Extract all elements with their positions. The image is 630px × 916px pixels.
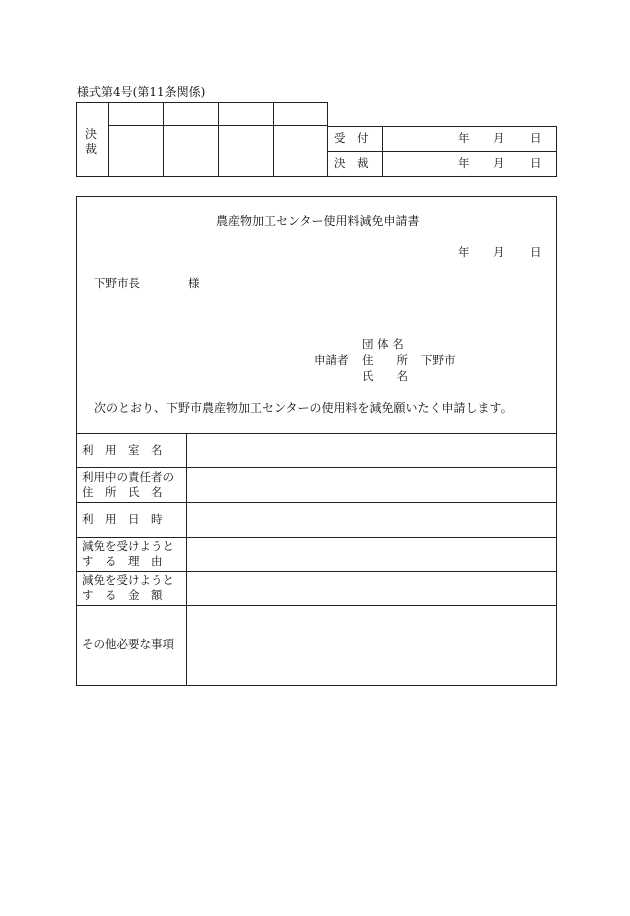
responsible-person-label-1: 利用中の責任者の xyxy=(82,470,174,484)
reduction-reason-label-1: 減免を受けようと xyxy=(82,539,174,553)
responsible-person-field[interactable] xyxy=(192,479,547,493)
address-label: 住 所 xyxy=(362,353,408,367)
group-name-label: 団 体 名 xyxy=(362,337,404,351)
address-value: 下野市 xyxy=(421,353,456,367)
decision-month-label: 月 xyxy=(493,156,505,170)
other-matters-field[interactable] xyxy=(192,612,547,678)
name-label: 氏 名 xyxy=(362,369,408,383)
other-matters-label: その他必要な事項 xyxy=(82,637,174,651)
kessai-label: 決 裁 xyxy=(85,127,98,156)
usage-datetime-field[interactable] xyxy=(192,514,547,528)
form-title: 農産物加工センター使用料減免申請書 xyxy=(216,214,420,228)
decision-year-label: 年 xyxy=(458,156,470,170)
reduction-amount-label-1: 減免を受けようと xyxy=(82,573,174,587)
room-name-label: 利 用 室 名 xyxy=(82,443,163,457)
application-statement: 次のとおり、下野市農産物加工センターの使用料を減免願いたく申請します。 xyxy=(94,401,513,415)
date-day-label: 日 xyxy=(530,245,542,259)
honorific: 様 xyxy=(188,276,200,290)
form-number: 様式第4号(第11条関係) xyxy=(77,85,206,99)
receipt-month-label: 月 xyxy=(493,131,505,145)
reduction-reason-label-2: す る 理 由 xyxy=(82,554,163,568)
addressee: 下野市長 xyxy=(94,276,140,290)
receipt-day-label: 日 xyxy=(530,131,542,145)
decision-day-label: 日 xyxy=(530,156,542,170)
reduction-reason-field[interactable] xyxy=(192,548,547,562)
responsible-person-label-2: 住 所 氏 名 xyxy=(82,485,163,499)
date-month-label: 月 xyxy=(493,245,505,259)
reduction-amount-label-2: す る 金 額 xyxy=(82,588,163,602)
date-year-label: 年 xyxy=(458,245,470,259)
decision-label: 決 裁 xyxy=(334,156,369,170)
room-name-field[interactable] xyxy=(192,445,547,459)
usage-datetime-label: 利 用 日 時 xyxy=(82,512,163,526)
reduction-amount-field[interactable] xyxy=(192,582,547,596)
receipt-year-label: 年 xyxy=(458,131,470,145)
applicant-label: 申請者 xyxy=(314,353,349,367)
receipt-label: 受 付 xyxy=(334,131,369,145)
